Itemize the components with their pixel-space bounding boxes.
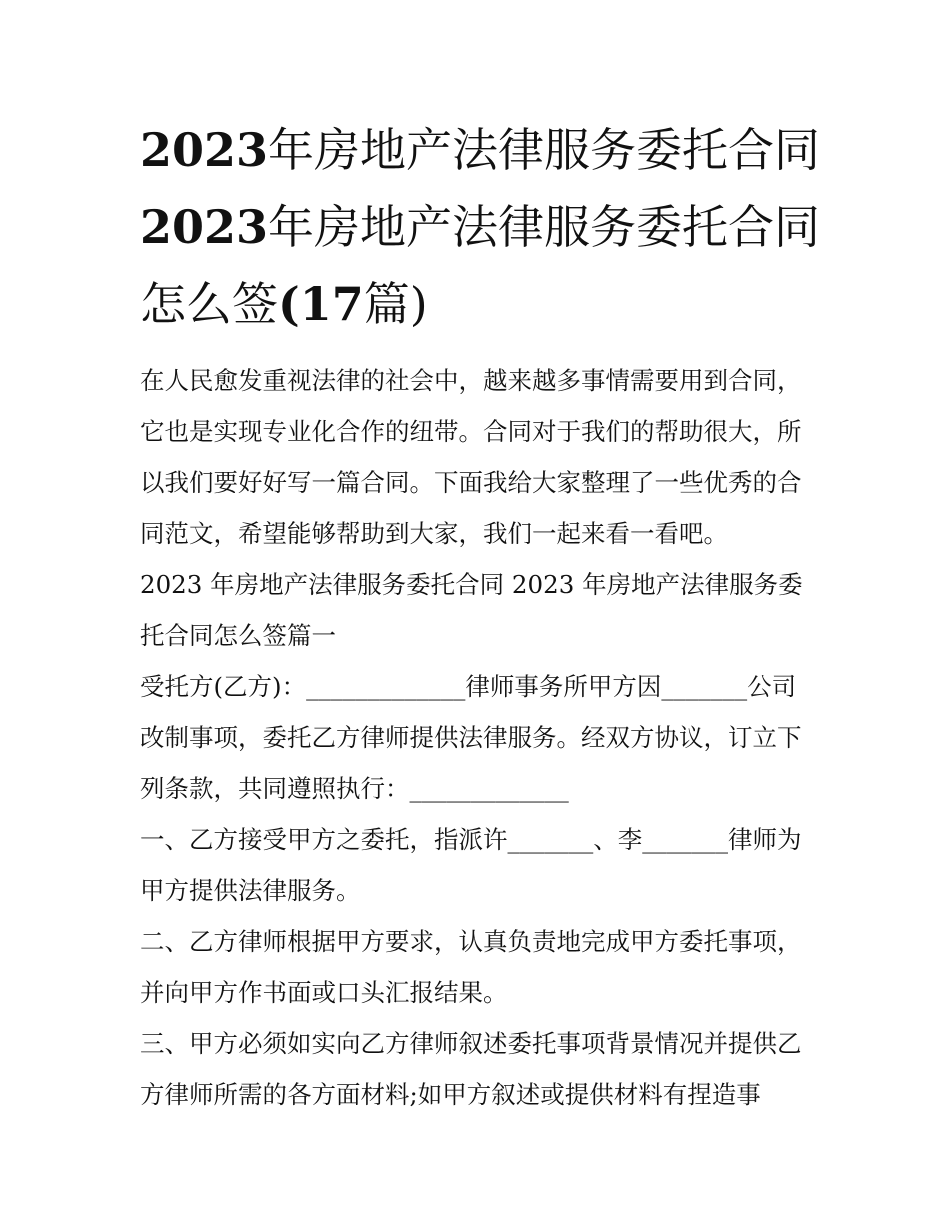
section-heading: 2023 年房地产法律服务委托合同 2023 年房地产法律服务委托合同怎么签篇一 [140,570,803,650]
title-text-2: 年房地产法律服务委托合同怎么签 [140,200,821,331]
contract-party-paragraph: 受托方(乙方)：_____________律师事务所甲方因_______公司改制事项，委托乙方律师提供法律服务。经双方协议，订立下列条款，共同遵照执行：_____________ [140,672,802,803]
title-text-3: 篇) [363,277,428,331]
document-title [140,112,830,343]
clause-one: 一、乙方接受甲方之委托，指派许_______、李_______律师为甲方提供法律服务。 [140,825,802,905]
title-year-1: 2023 [140,123,269,177]
clause-three: 三、甲方必须如实向乙方律师叙述委托事项背景情况并提供乙方律师所需的各方面材料;如甲方叙述或提供材料有捏造事 [140,1029,802,1109]
title-count: (17 [278,277,364,331]
title-year-2: 2023 [140,200,269,254]
title-text-1: 年房地产法律服务委托合同 [268,123,821,177]
document-body [140,355,820,1120]
clause-two: 二、乙方律师根据甲方要求，认真负责地完成甲方委托事项，并向甲方作书面或口头汇报结果。 [140,927,802,1007]
intro-paragraph: 在人民愈发重视法律的社会中，越来越多事情需要用到合同，它也是实现专业化合作的纽带。合同对于我们的帮助很大，所以我们要好好写一篇合同。下面我给大家整理了一些优秀的合同范文，希望能够帮助到大家，我们一起来看一看吧。 [140,366,802,548]
